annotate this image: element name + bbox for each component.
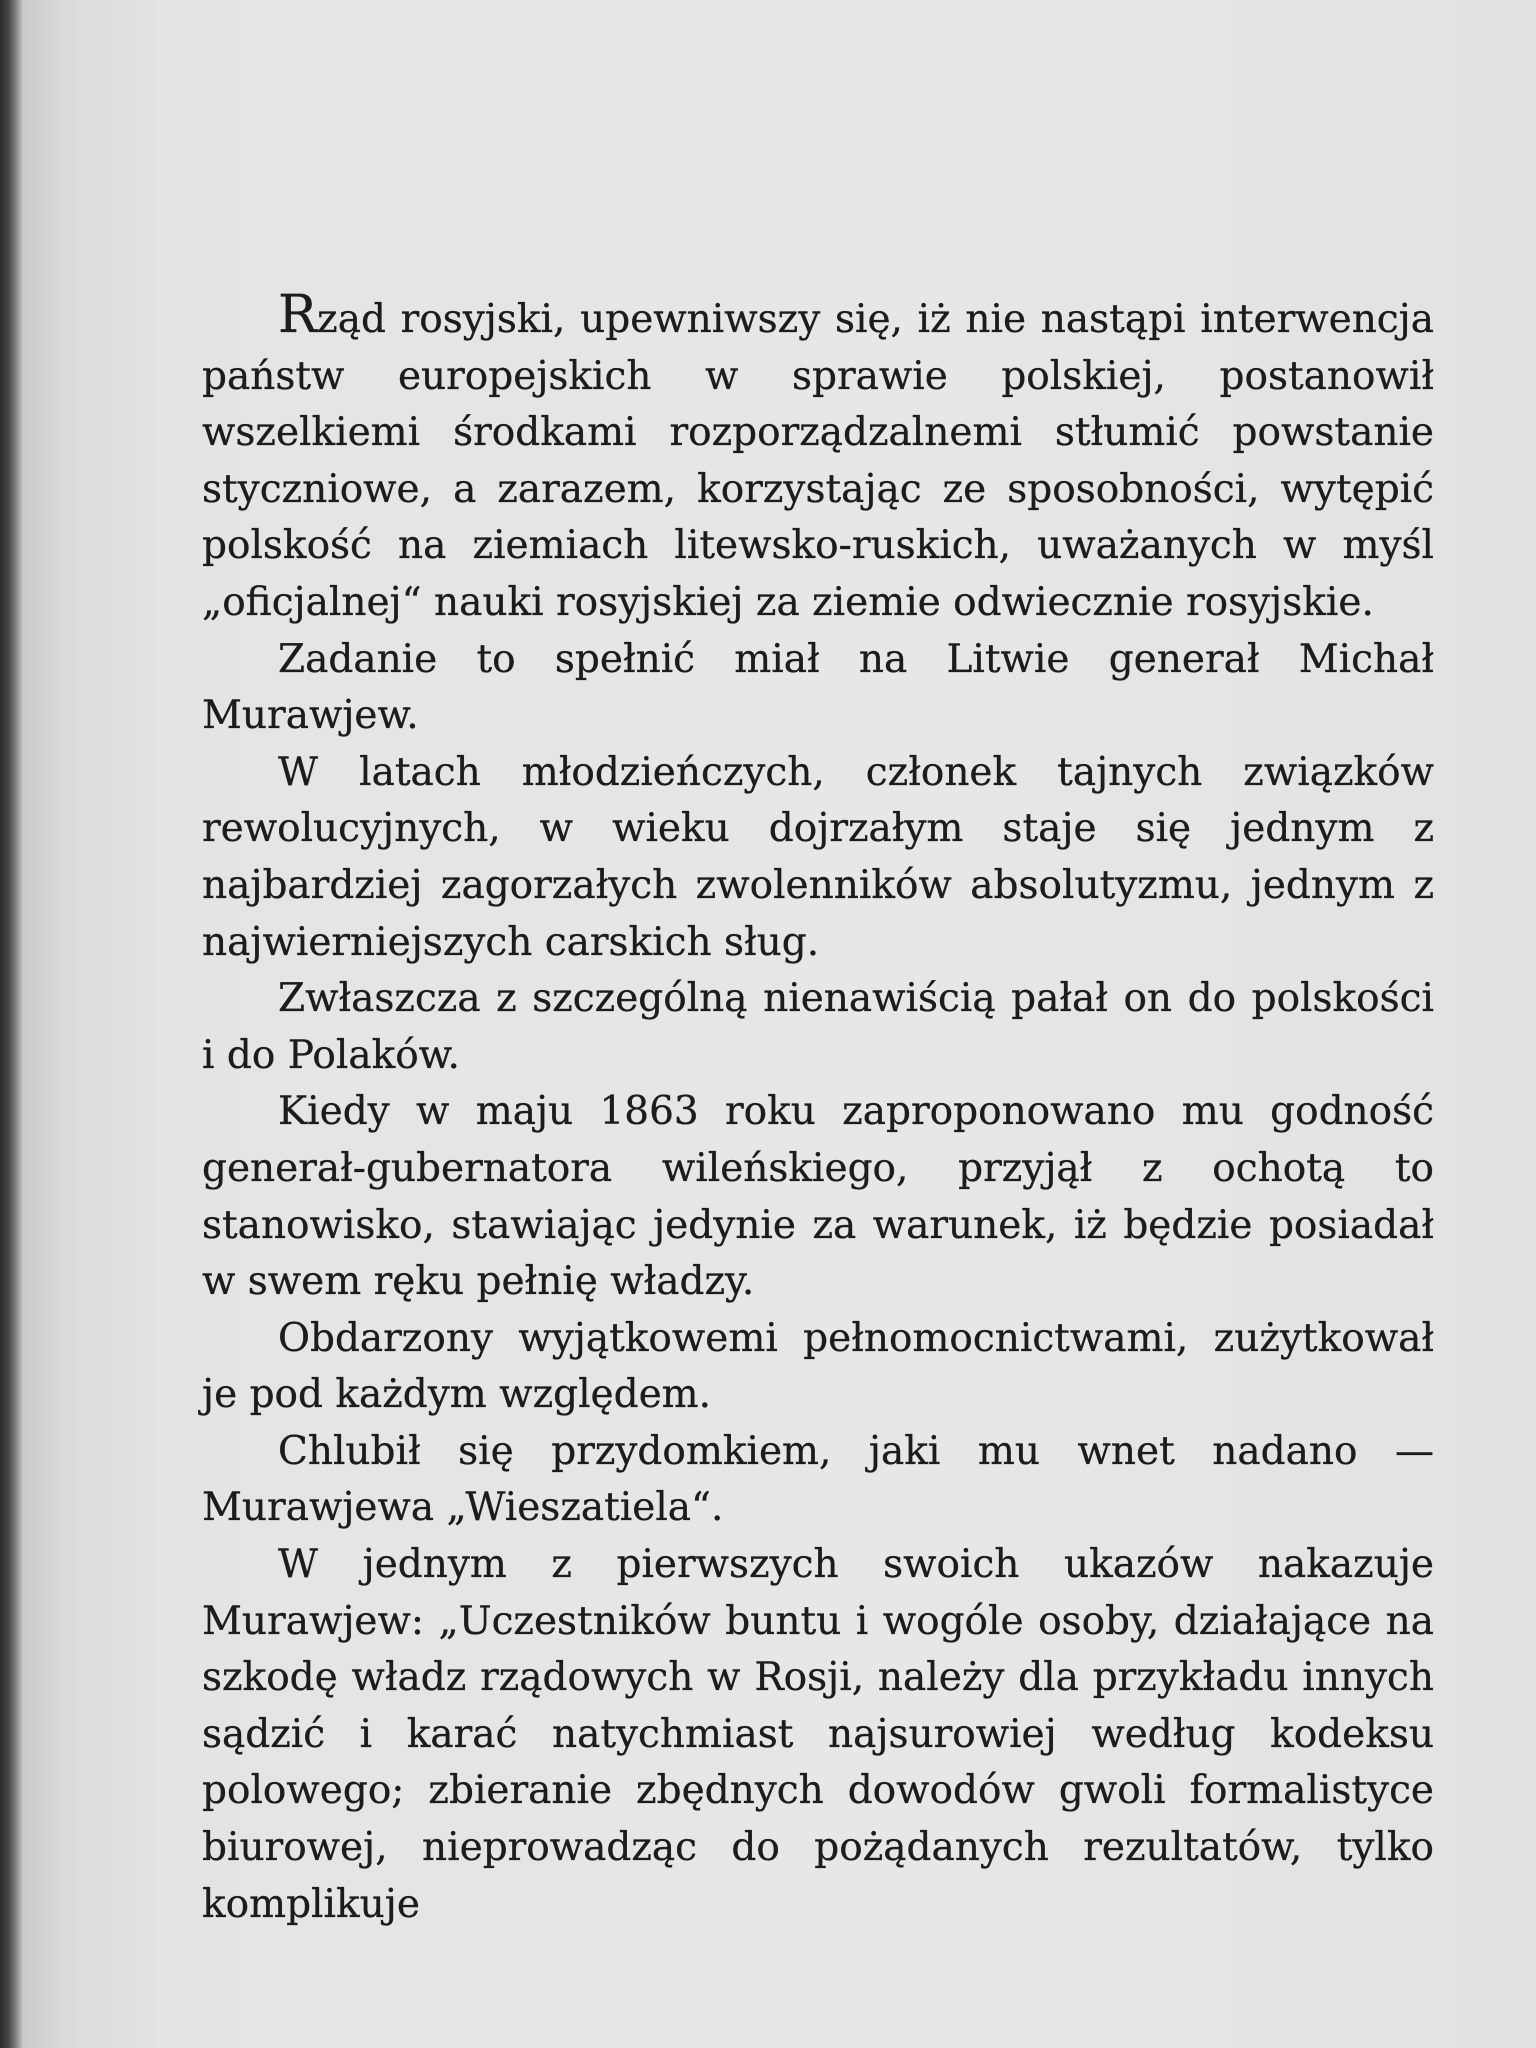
paragraph-8: W jednym z pierwszych swoich ukazów nakazuje Murawjew: „Uczestników buntu i wogóle osoby, działające na szkodę władz rządowych w Rosji, należy dla przykładu innych sądzić i karać natychmiast najsurowiej według kodeksu polowego; zbieranie zbędnych dowodów gwoli formalistyce biurowej, nieprowadząc do pożądanych rezultatów, tylko komplikuje bbox=[202, 1542, 1434, 1927]
paragraph-7: Chlubił się przydomkiem, jaki mu wnet nadano — Murawjewa „Wieszatiela“. bbox=[202, 1428, 1434, 1531]
paragraph-4: Zwłaszcza z szczególną nienawiścią pałał on do polskości i do Polaków. bbox=[202, 976, 1434, 1078]
paragraph-2: Zadanie to spełnić miał na Litwie generał Michał Murawjew. bbox=[202, 636, 1434, 739]
body-text bbox=[202, 285, 1434, 1933]
paragraph-1 bbox=[202, 285, 1434, 632]
paragraph-text: ząd rosyjski, upewniwszy się, iż nie nastąpi interwencja państw europejskich w sprawie polskiej, postanowił wszelkiemi środkami rozporządzalnemi stłumić powstanie styczniowe, a zarazem, korzystając ze sposobności, wytępić polskość na ziemiach litewsko-ruskich, uważanych w myśl „oficjalnej“ nauki rosyjskiej za ziemie odwiecznie rosyjskie. bbox=[202, 297, 1434, 625]
paragraph-6: Obdarzony wyjątkowemi pełnomocnictwami, zużytkował je pod każdym względem. bbox=[202, 1315, 1434, 1418]
drop-capital: R bbox=[278, 285, 318, 345]
book-binding-edge bbox=[0, 0, 22, 2048]
paragraph-3: W latach młodzieńczych, członek tajnych związków rewolucyjnych, w wieku dojrzałym staje się jednym z najbardziej zagorzałych zwolenników absolutyzmu, jednym z najwierniejszych carskich sług. bbox=[202, 749, 1434, 965]
paragraph-5: Kiedy w maju 1863 roku zaproponowano mu godność generał-gubernatora wileńskiego, przyjął z ochotą to stanowisko, stawiając jedynie za warunek, iż będzie posiadał w swem ręku pełnię władzy. bbox=[202, 1089, 1434, 1305]
